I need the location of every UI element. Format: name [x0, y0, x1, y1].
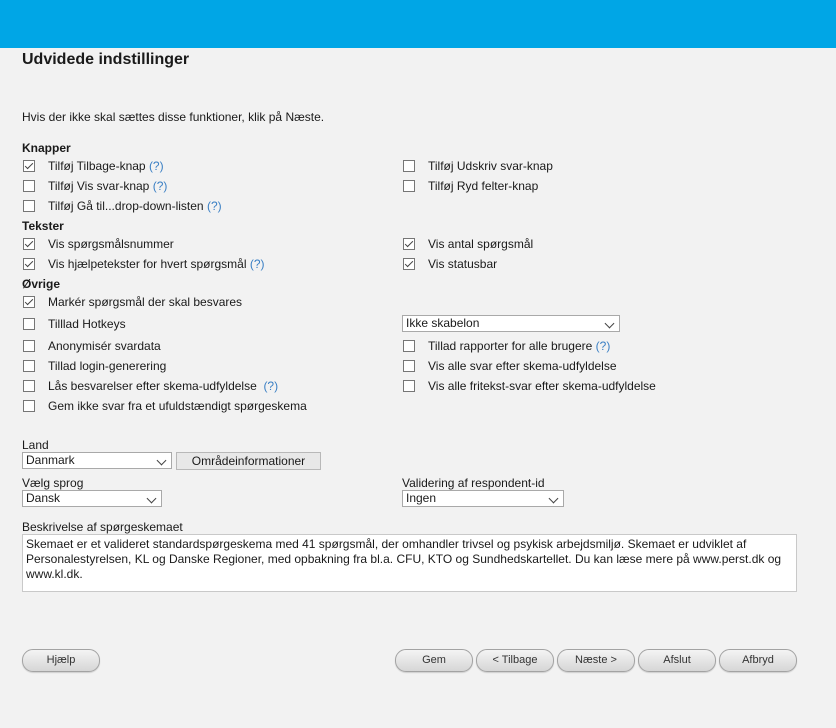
land-select[interactable]: Danmark — [22, 452, 172, 469]
help-link[interactable]: (?) — [595, 339, 611, 353]
validering-label: Validering af respondent-id — [402, 476, 545, 490]
hjaelp-button[interactable]: Hjælp — [22, 649, 100, 672]
statusbar-label: Vis statusbar — [428, 257, 498, 271]
beskrivelse-label: Beskrivelse af spørgeskemaet — [22, 520, 183, 534]
udskriv-knap-label: Tilføj Udskriv svar-knap — [428, 159, 553, 173]
tilbage-button[interactable]: < Tilbage — [476, 649, 554, 672]
alle-svar-checkbox[interactable] — [403, 360, 415, 372]
omraadeinformationer-button[interactable]: Områdeinformationer — [176, 452, 321, 470]
marker-paakraevet-checkbox[interactable] — [23, 296, 35, 308]
gaa-til-label: Tilføj Gå til...drop-down-listen (?) — [48, 199, 222, 213]
section-ovrige-heading: Øvrige — [22, 277, 61, 291]
chevron-down-icon — [147, 494, 157, 504]
gaa-til-checkbox[interactable] — [23, 200, 35, 212]
section-tekster-heading: Tekster — [22, 219, 64, 233]
vis-svar-knap-label: Tilføj Vis svar-knap (?) — [48, 179, 168, 193]
spoergsmaalsnummer-label: Vis spørgsmålsnummer — [48, 237, 174, 251]
page-title: Udvidede indstillinger — [22, 51, 190, 68]
help-link[interactable]: (?) — [152, 179, 168, 193]
afslut-button[interactable]: Afslut — [638, 649, 716, 672]
naeste-button[interactable]: Næste > — [557, 649, 635, 672]
anonymiser-checkbox[interactable] — [23, 340, 35, 352]
land-label: Land — [22, 438, 49, 452]
hjaelpetekster-checkbox[interactable] — [23, 258, 35, 270]
gem-ikke-checkbox[interactable] — [23, 400, 35, 412]
udskriv-knap-checkbox[interactable] — [403, 160, 415, 172]
antal-spoergsmaal-label: Vis antal spørgsmål — [428, 237, 534, 251]
tilbage-knap-label: Tilføj Tilbage-knap (?) — [48, 159, 164, 173]
sprog-label: Vælg sprog — [22, 476, 84, 490]
rapporter-checkbox[interactable] — [403, 340, 415, 352]
hotkeys-label: Tilllad Hotkeys — [48, 317, 126, 331]
help-link[interactable]: (?) — [206, 199, 222, 213]
chevron-down-icon — [549, 494, 559, 504]
login-generering-checkbox[interactable] — [23, 360, 35, 372]
afbryd-button[interactable]: Afbryd — [719, 649, 797, 672]
laas-besvarelser-label: Lås besvarelser efter skema-udfyldelse (?) — [48, 379, 279, 393]
beskrivelse-textarea[interactable]: Skemaet er et valideret standardspørgeskema med 41 spørgsmål, der omhandler trivsel og psykisk arbejdsmiljø. Skemaet er udviklet af Personalestyrelsen, KL og Danske Regioner, med opbakning fra bl.a. CFU, KTO og Sundhedskartellet. Du kan læse mere på www.perst.dk og www.kl.dk. — [22, 534, 797, 592]
help-link[interactable]: (?) — [148, 159, 164, 173]
laas-besvarelser-checkbox[interactable] — [23, 380, 35, 392]
intro-text: Hvis der ikke skal sættes disse funktioner, klik på Næste. — [22, 110, 325, 124]
gem-button[interactable]: Gem — [395, 649, 473, 672]
section-knapper-heading: Knapper — [22, 141, 71, 155]
skabelon-select[interactable]: Ikke skabelon — [402, 315, 620, 332]
help-link[interactable]: (?) — [263, 379, 279, 393]
login-generering-label: Tillad login-generering — [48, 359, 167, 373]
vis-svar-knap-checkbox[interactable] — [23, 180, 35, 192]
rapporter-label: Tillad rapporter for alle brugere (?) — [428, 339, 611, 353]
chevron-down-icon — [157, 456, 167, 466]
ryd-felter-knap-label: Tilføj Ryd felter-knap — [428, 179, 539, 193]
top-banner — [0, 0, 836, 48]
hotkeys-checkbox[interactable] — [23, 318, 35, 330]
fritekst-svar-checkbox[interactable] — [403, 380, 415, 392]
tilbage-knap-checkbox[interactable] — [23, 160, 35, 172]
antal-spoergsmaal-checkbox[interactable] — [403, 238, 415, 250]
hjaelpetekster-label: Vis hjælpetekster for hvert spørgsmål (?) — [48, 257, 265, 271]
statusbar-checkbox[interactable] — [403, 258, 415, 270]
marker-paakraevet-label: Markér spørgsmål der skal besvares — [48, 295, 243, 309]
ryd-felter-knap-checkbox[interactable] — [403, 180, 415, 192]
spoergsmaalsnummer-checkbox[interactable] — [23, 238, 35, 250]
sprog-select[interactable]: Dansk — [22, 490, 162, 507]
chevron-down-icon — [605, 319, 615, 329]
alle-svar-label: Vis alle svar efter skema-udfyldelse — [428, 359, 617, 373]
gem-ikke-label: Gem ikke svar fra et ufuldstændigt spørgeskema — [48, 399, 307, 413]
help-link[interactable]: (?) — [249, 257, 265, 271]
validering-select[interactable]: Ingen — [402, 490, 564, 507]
anonymiser-label: Anonymisér svardata — [48, 339, 161, 353]
fritekst-svar-label: Vis alle fritekst-svar efter skema-udfyldelse — [428, 379, 656, 393]
